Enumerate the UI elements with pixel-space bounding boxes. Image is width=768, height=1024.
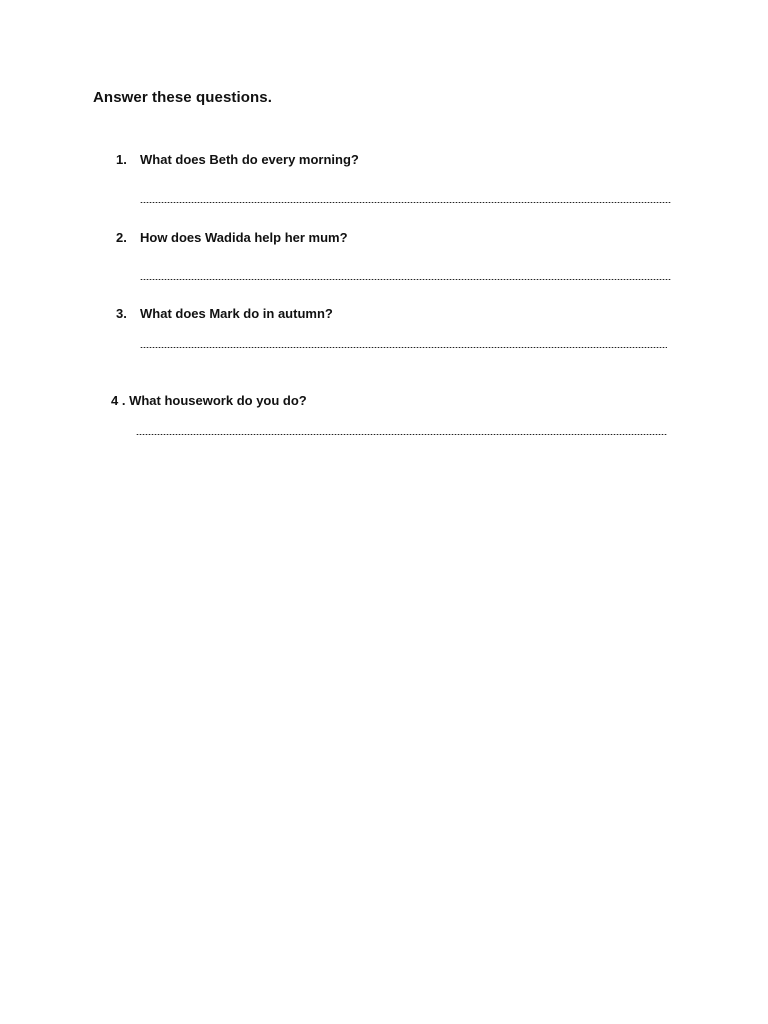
question-4	[111, 393, 307, 408]
question-text: What does Mark do in autumn?	[140, 306, 333, 321]
question-1	[116, 152, 359, 167]
question-number: 1.	[116, 152, 127, 167]
question-number: 2.	[116, 230, 127, 245]
answer-line-1[interactable]	[140, 196, 671, 204]
answer-line-2[interactable]	[140, 273, 671, 281]
question-text: How does Wadida help her mum?	[140, 230, 348, 245]
question-number: 3.	[116, 306, 127, 321]
worksheet-title: Answer these questions.	[93, 89, 273, 106]
question-2	[116, 230, 348, 245]
answer-line-3[interactable]	[140, 341, 667, 349]
question-text: What does Beth do every morning?	[140, 152, 359, 167]
question-text: What housework do you do?	[129, 393, 307, 408]
answer-line-4[interactable]	[136, 428, 667, 436]
question-number: 4 .	[111, 393, 126, 408]
question-3	[116, 306, 333, 321]
